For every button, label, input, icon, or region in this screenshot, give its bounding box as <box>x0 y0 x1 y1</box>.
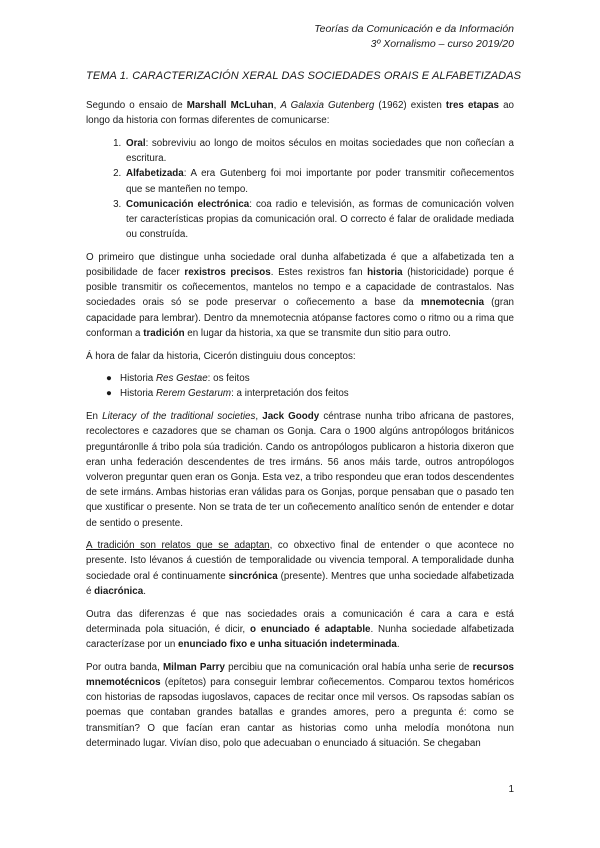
paragraph-cicero: Á hora de falar da historia, Cicerón distinguiu dous conceptos: <box>86 350 356 362</box>
text-run: céntrase nunha tribo africana de pastores, recolectores e cazadores que se chaman os Gonja. Cara o 1900 algúns antropólogos británicos preguntáronlle á tribo pola súa tradición. Cando os antropólogos publicaron a historia dixeron que eran unha federación descendentes de tres irmáns. 56 anos máis tarde, outros antropólogos volveron preguntar quen eran os Gonja. Esta vez, a tribo respondeu que eran todos descendentes de sete irmáns. Ambas historias eran válidas para os Gonjas, porque pensaban que o pasado ten que xustificar o presente. Non se trata de ter un coñecemento analítico senón de entender e dotar de sentido o presente. <box>86 411 514 529</box>
author-name: Jack Goody <box>262 411 320 423</box>
text-run: . Nunha sociedade alfabetizada caracterízase por un <box>86 623 514 650</box>
list-item <box>106 371 514 386</box>
section-title: TEMA 1. CARACTERIZACIÓN XERAL DAS SOCIEDADES ORAIS E ALFABETIZADAS <box>86 70 522 82</box>
text-run: . Estes rexistros fan <box>270 267 368 279</box>
book-title: A Galaxia Gutenberg <box>280 100 375 111</box>
paragraph-differences <box>86 607 514 653</box>
author-name: Milman Parry <box>162 661 225 673</box>
list-item-term: Oral <box>126 137 146 149</box>
bold-term: diacrónica <box>94 585 144 597</box>
page-number: 1 <box>508 784 514 795</box>
list-item <box>124 166 514 196</box>
text-run: : os feitos <box>207 373 250 385</box>
list-item-text: : coa radio e televisión, as formas de comunicación volven ter características propias da comunicación oral. O correcto é falar de oralidade mediada ou construída. <box>126 198 514 241</box>
text-run: ao longo da historia con formas diferentes de comunicarse: <box>86 100 514 127</box>
stages-list <box>86 136 514 242</box>
text-run: (historicidade) porque é posible transmitir os coñecementos, mantelos no tempo e a capacidade de contrastalos. Nas sociedades orais só se pode preservar o coñecemento a base da <box>86 267 514 309</box>
list-item-term: Comunicación electrónica <box>126 198 250 210</box>
text-run: : a interpretación dos feitos <box>231 388 349 400</box>
text-run: en lugar da historia, xa que se transmite dun sitio para outro. <box>184 327 451 339</box>
bold-term: mnemotecnia <box>420 297 485 309</box>
bold-term: recursos mnemotécnicos <box>86 661 514 688</box>
text-run: , <box>273 100 281 111</box>
text-run: (epítetos) para conseguir lembrar coñecementos. Comparou textos homéricos con historias de rapsodas iugoslavos, capaces de recitar once mil versos. Os rapsodas sabían os poemas que contaban grandes batallas e grandes amores, pero a pregunta é: como se transmitían? O que facían eran cantar as historias como unha melodía monótona nun determinado lugar. Vivían diso, polo que adecuaban o enunciado á situación. Se chegaban <box>86 676 514 749</box>
text-run: O primeiro que distingue unha sociedade oral dunha alfabetizada é que a alfabetizada ten a posibilidade de facer <box>86 251 514 279</box>
bullet-icon: ● <box>106 388 112 400</box>
running-header <box>314 22 514 52</box>
text-run: Por outra banda, <box>86 661 163 673</box>
underlined-phrase: A tradición son relatos que se adaptan <box>86 540 270 552</box>
text-run: Outra das diferenzas é que nas sociedades orais a comunicación é cara a cara e está determinada pola situación, é dicir, <box>86 608 514 635</box>
text-run: . <box>143 585 146 597</box>
text-run: (gran capacidade para lembrar). Dentro da mnemotecnia atópanse factores como o ritmo ou a rima que conforman a <box>86 297 515 339</box>
paragraph-tradition <box>86 538 514 599</box>
bold-term: enunciado fixo e unha situación indeterminada <box>178 639 397 650</box>
list-item-text: : sobreviviu ao longo de moitos séculos en moitas sociedades que non coñecían a escritura. <box>126 137 514 165</box>
text-run: (presente). Mentres que unha sociedade alfabetizada é <box>86 570 515 597</box>
header-course-year: 3º Xornalismo – curso 2019/20 <box>370 38 514 50</box>
text-run: , <box>255 411 263 423</box>
text-run: , co obxectivo final de entender o que acontece no presente. Isto lévanos á cuestión de temporalidade ou vivencia temporal. A temporalidade dunha sociedade oral é continuamente <box>86 540 515 582</box>
list-item <box>124 197 514 243</box>
latin-term: Rerem Gestarum <box>155 388 232 400</box>
latin-term: Res Gestae <box>155 373 208 385</box>
bold-term: rexistros precisos <box>184 267 271 279</box>
text-run: percibiu que na comunicación oral había unha serie de <box>224 661 473 673</box>
text-run: (1962) existen <box>374 100 446 111</box>
text-run: Segundo o ensaio de <box>86 100 187 111</box>
paragraph-intro <box>86 98 514 128</box>
paragraph-registers <box>86 250 514 341</box>
text-run: En <box>86 411 103 423</box>
paragraph-parry <box>86 660 514 751</box>
bold-term: historia <box>367 267 403 279</box>
list-item-term: Alfabetizada <box>126 168 184 180</box>
paragraph-goody <box>86 409 514 531</box>
bold-term: o enunciado é adaptable <box>249 623 371 635</box>
header-course-title: Teorías da Comunicación e da Información <box>314 23 514 35</box>
list-item <box>124 136 514 166</box>
bold-term: tradición <box>143 327 185 339</box>
list-item <box>106 386 514 401</box>
document-body <box>86 98 514 758</box>
history-concepts-list <box>86 371 514 401</box>
text-run: Historia <box>120 388 156 400</box>
text-run: . <box>396 639 400 650</box>
list-item-text: : A era Gutenberg foi moi importante por poder transmitir coñecementos que se manteñen no tempo. <box>126 168 514 195</box>
bold-term: tres etapas <box>445 100 499 111</box>
book-title: Literacy of the traditional societies <box>102 411 256 423</box>
bold-term: sincrónica <box>228 570 278 582</box>
text-run: Historia <box>120 373 156 385</box>
bullet-icon: ● <box>106 373 112 385</box>
author-name: Marshall McLuhan <box>186 100 274 111</box>
